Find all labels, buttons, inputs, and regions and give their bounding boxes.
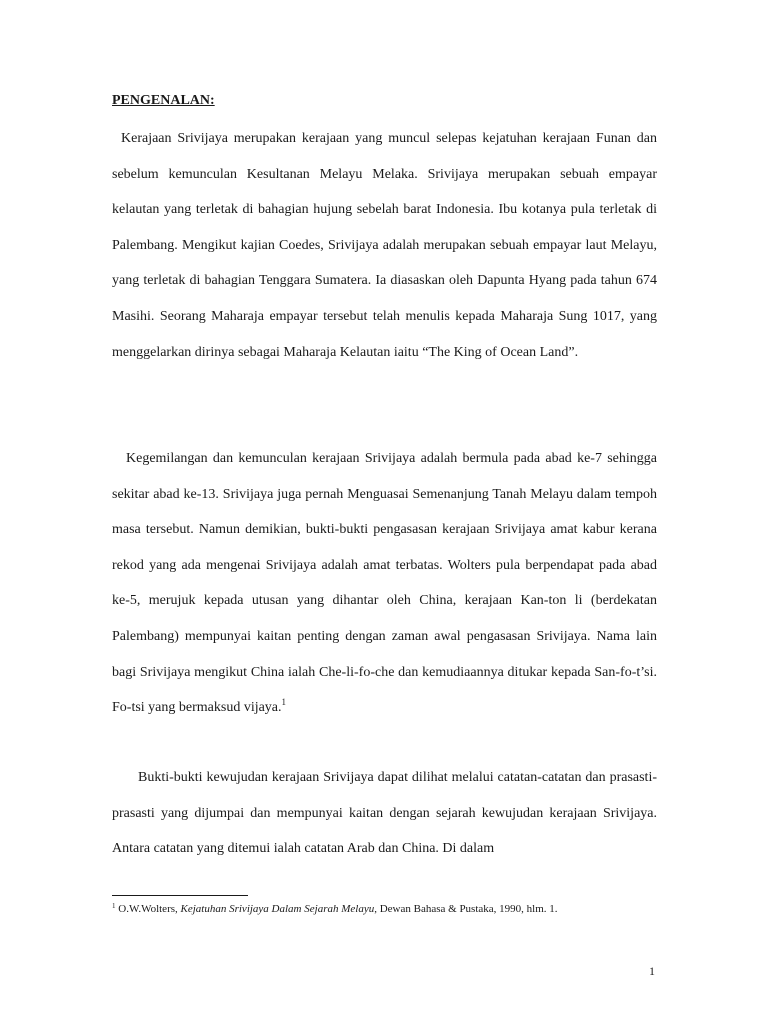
paragraph-1	[112, 121, 657, 370]
paragraph-1-text: Kerajaan Srivijaya merupakan kerajaan yang muncul selepas kejatuhan kerajaan Funan dan sebelum kemunculan Kesultanan Melayu Melaka. Srivijaya merupakan sebuah empayar kelautan yang terletak di bahagian hujung sebelah barat Indonesia. Ibu kotanya pula terletak di Palembang. Mengikut kajian Coedes, Srivijaya adalah merupakan sebuah empayar laut Melayu, yang terletak di bahagian Tenggara Sumatera. Ia diasaskan oleh Dapunta Hyang pada tahun 674 Masihi. Seorang Maharaja empayar tersebut telah menulis kepada Maharaja Sung 1017, yang menggelarkan dirinya sebagai Maharaja Kelautan iaitu “The King of Ocean Land”.	[112, 131, 657, 360]
paragraph-2	[112, 441, 657, 726]
footnote-separator	[112, 895, 248, 896]
paragraph-2-text: Kegemilangan dan kemunculan kerajaan Srivijaya adalah bermula pada abad ke-7 sehingga sekitar abad ke-13. Srivijaya juga pernah Menguasai Semenanjung Tanah Melayu dalam tempoh masa tersebut. Namun demikian, bukti-bukti pengasasan kerajaan Srivijaya amat kabur kerana rekod yang ada mengenai Srivijaya adalah amat terbatas. Wolters pula berpendapat pada abad ke-5, merujuk kepada utusan yang dihantar oleh China, kerajaan Kan-ton li (berdekatan Palembang) mempunyai kaitan penting dengan zaman awal pengasasan Srivijaya. Nama lain bagi Srivijaya mengikut China ialah Che-li-fo-che dan kemudiaannya ditukar kepada San-fo-t’si. Fo-tsi yang bermaksud vijaya.	[112, 451, 657, 716]
footnote-marker: 1	[112, 902, 116, 910]
paragraph-3	[112, 760, 657, 867]
footnote-author: O.W.Wolters,	[118, 903, 181, 915]
section-heading: PENGENALAN:	[112, 93, 215, 108]
footnote-title: Kejatuhan Srivijaya Dalam Sejarah Melayu	[180, 903, 375, 915]
page-number: 1	[649, 964, 655, 978]
footnote	[112, 901, 672, 917]
footnote-publication: , Dewan Bahasa & Pustaka, 1990, hlm. 1.	[374, 903, 558, 915]
footnote-reference[interactable]: 1	[281, 697, 287, 708]
paragraph-3-text: Bukti-bukti kewujudan kerajaan Srivijaya dapat dilihat melalui catatan-catatan dan prasasti-prasasti yang dijumpai dan mempunyai kaitan dengan sejarah kewujudan kerajaan Srivijaya. Antara catatan yang ditemui ialah catatan Arab dan China. Di dalam	[112, 770, 657, 857]
